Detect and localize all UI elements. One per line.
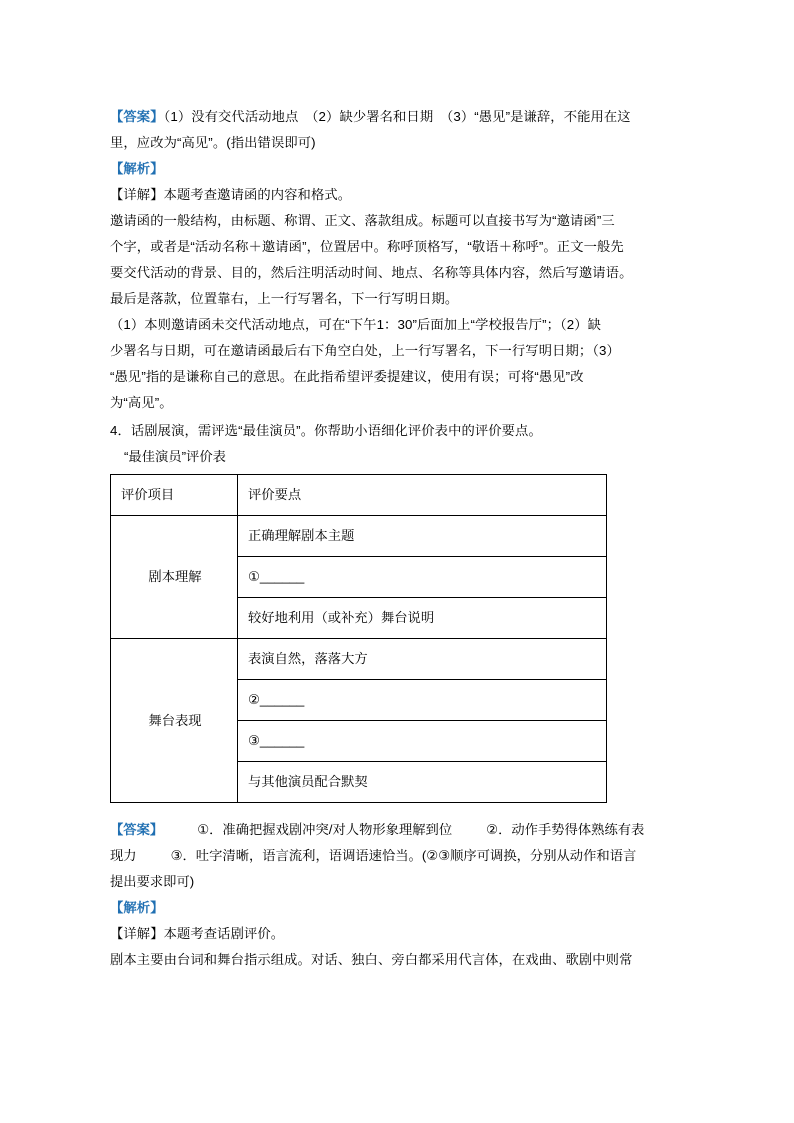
table-group-label-2: 舞台表现 [111, 639, 238, 803]
analysis-label-2: 【解析】 [110, 900, 164, 915]
detail-label-1-row [110, 182, 684, 208]
answer-block-1 [110, 104, 684, 130]
detail-1-p2-line3-text: “愚见”指的是谦称自己的意思。在此指希望评委提建议，使用有误；可将“愚见”改 [110, 369, 584, 384]
detail-1-p1-line4 [110, 286, 684, 312]
table-row [111, 475, 607, 516]
answer-2-line3-text: 提出要求即可) [110, 874, 195, 889]
detail-1-p2-line1-text: （1）本则邀请函未交代活动地点，可在“下午1：30”后面加上“学校报告厅”；（2）缺 [110, 317, 602, 332]
detail-label-2: 【详解】本题考查话剧评价。 [110, 926, 285, 941]
detail-label-2-row [110, 921, 684, 947]
table-title [110, 444, 684, 470]
table-cell: 与其他演员配合默契 [238, 762, 607, 803]
table-title-text: “最佳演员”评价表 [124, 449, 226, 464]
detail-label-1: 【详解】本题考查邀请函的内容和格式。 [110, 187, 352, 202]
table-header-points: 评价要点 [238, 475, 607, 516]
table-cell: 正确理解剧本主题 [238, 516, 607, 557]
detail-2-line1 [110, 947, 684, 973]
answer-2-item-2: ②．动作手势得体熟练有表 [486, 822, 645, 837]
analysis-label-1: 【解析】 [110, 161, 164, 176]
answer-text-1-line2-row [110, 130, 684, 156]
detail-1-p1-line3-text: 要交代活动的背景、目的，然后注明活动时间、地点、名称等具体内容，然后写邀请语。 [110, 265, 633, 280]
answer-2-item-1: ①．准确把握戏剧冲突/对人物形象理解到位 [197, 822, 453, 837]
table-row [111, 516, 607, 557]
table-group-label-1: 剧本理解 [111, 516, 238, 639]
answer-label-1: 【答案】 [110, 109, 164, 124]
analysis-label-1-row [110, 156, 684, 182]
detail-1-p2-line4 [110, 390, 684, 416]
table-cell: ①______ [238, 557, 607, 598]
answer-text-1-line2: 里，应改为“高见”。(指出错误即可) [110, 135, 316, 150]
table-header-item: 评价项目 [111, 475, 238, 516]
table-cell: ③______ [238, 721, 607, 762]
question-4-text: 4．话剧展演，需评选“最佳演员”。你帮助小语细化评价表中的评价要点。 [110, 423, 542, 438]
table-cell: 表演自然，落落大方 [238, 639, 607, 680]
detail-1-p2-line3 [110, 364, 684, 390]
detail-1-p1-line2-text: 个字，或者是“活动名称＋邀请函”，位置居中。称呼顶格写，“敬语＋称呼”。正文一般先 [110, 239, 624, 254]
detail-1-p2-line1 [110, 312, 684, 338]
detail-1-p1-line2 [110, 234, 684, 260]
table-cell: ②______ [238, 680, 607, 721]
evaluation-table [110, 474, 607, 803]
answer-block-2 [110, 817, 684, 843]
table-row [111, 639, 607, 680]
detail-1-p2-line2 [110, 338, 684, 364]
answer-label-2: 【答案】 [110, 822, 164, 837]
table-cell: 较好地利用（或补充）舞台说明 [238, 598, 607, 639]
answer-2-line2-b: ③．吐字清晰，语言流利，语调语速恰当。(②③顺序可调换，分别从动作和语言 [170, 848, 637, 863]
question-4 [110, 418, 684, 444]
answer-2-line2 [110, 843, 684, 869]
detail-1-p1-line1-text: 邀请函的一般结构，由标题、称谓、正文、落款组成。标题可以直接书写为“邀请函”三 [110, 213, 615, 228]
detail-1-p2-line4-text: 为“高见”。 [110, 395, 173, 410]
detail-1-p1-line4-text: 最后是落款，位置靠右，上一行写署名，下一行写明日期。 [110, 291, 459, 306]
detail-1-p1-line1 [110, 208, 684, 234]
analysis-label-2-row [110, 895, 684, 921]
answer-text-1-line1: （1）没有交代活动地点 （2）缺少署名和日期 （3）“愚见”是谦辞，不能用在这 [163, 109, 631, 124]
answer-2-line2-a: 现力 [110, 848, 137, 863]
detail-2-line1-text: 剧本主要由台词和舞台指示组成。对话、独白、旁白都采用代言体，在戏曲、歌剧中则常 [110, 952, 633, 967]
detail-1-p1-line3 [110, 260, 684, 286]
answer-2-line3 [110, 869, 684, 895]
detail-1-p2-line2-text: 少署名与日期，可在邀请函最后右下角空白处，上一行写署名，下一行写明日期；（3） [110, 343, 620, 358]
